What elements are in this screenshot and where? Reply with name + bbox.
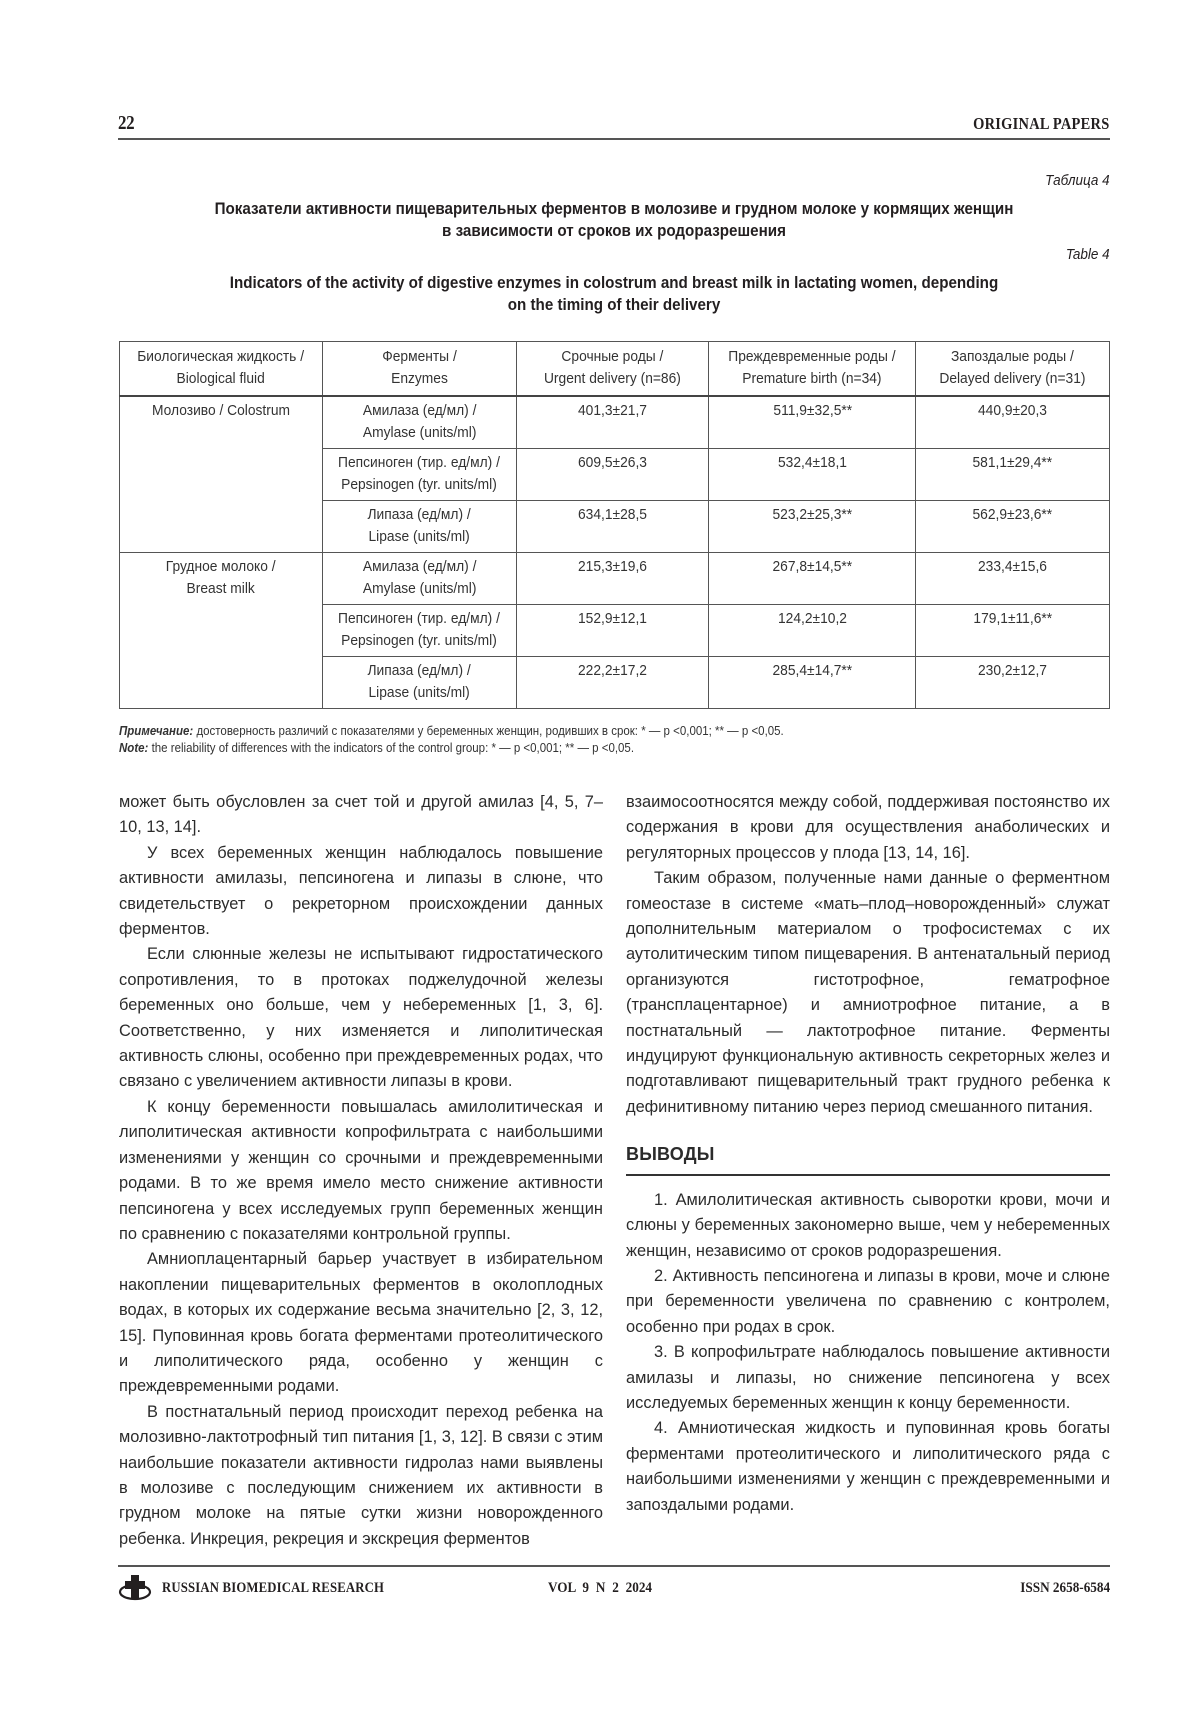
header-premature-birth: Преждевременные роды / Premature birth (n=34) [709,342,916,397]
header-biological-fluid: Биологическая жидкость / Biological fluid [120,342,323,397]
running-footer [118,1565,1110,1607]
conclusion-item: 2. Активность пепсиногена и липазы в крови, моче и слюне при беременности увеличена по сравнению с контролем, особенно при родах в срок. [626,1266,1110,1336]
value-delayed: 230,2±12,7 [916,657,1110,709]
enzyme-cell: Пепсиноген (тир. ед/мл) / Pepsinogen (tyr. units/ml) [323,449,517,501]
value-delayed: 440,9±20,3 [916,396,1110,449]
table-title-ru [158,198,1071,242]
paragraph: В постнатальный период происходит переход ребенка на молозивно-лактотрофный тип питания [1, 3, 12]. В связи с этим наибольшие показатели активности гидролаз нами выявлены в молозиве с последующим снижением их активности в грудном молоке на пятые сутки жизни новорожденного ребенка. Инкреция, рекреция и экскреция ферментов [119,1402,603,1548]
value-urgent: 634,1±28,5 [516,501,709,553]
value-urgent: 401,3±21,7 [516,396,709,449]
value-urgent: 609,5±26,3 [516,449,709,501]
value-delayed: 581,1±29,4** [916,449,1110,501]
value-urgent: 152,9±12,1 [516,605,709,657]
value-premature: 124,2±10,2 [709,605,916,657]
fluid-colostrum: Молозиво / Colostrum [120,396,323,553]
paragraph: может быть обусловлен за счет той и другой амилаз [4, 5, 7–10, 13, 14]. [119,793,603,837]
conclusion-item: 3. В копрофильтрате наблюдалось повышение активности амилазы и липазы, но снижение пепсиногена у всех исследуемых беременных женщин к концу беременности. [626,1343,1110,1412]
fluid-breast-milk: Грудное молоко / Breast milk [120,553,323,709]
table-title-en [158,272,1071,316]
enzyme-cell: Липаза (ед/мл) / Lipase (units/ml) [323,501,517,553]
enzyme-cell: Амилаза (ед/мл) / Amylase (units/ml) [323,396,517,449]
paragraph: У всех беременных женщин наблюдалось повышение активности амилазы, пепсиногена и липазы в слюне, что свидетельствует о рекреторном происхождении данных ферментов. [119,843,603,939]
table-header-row [120,342,1110,397]
value-delayed: 233,4±15,6 [916,553,1110,605]
enzyme-cell: Липаза (ед/мл) / Lipase (units/ml) [323,657,517,709]
value-delayed: 179,1±11,6** [916,605,1110,657]
note-en: Note: the reliability of differences with the indicators of the control group: * — p <0,001; ** — p <0,05. [119,741,635,755]
header-urgent-delivery: Срочные роды / Urgent delivery (n=86) [516,342,709,397]
value-premature: 523,2±25,3** [709,501,916,553]
value-premature: 267,8±14,5** [709,553,916,605]
table-row [120,553,1110,605]
section-name: ORIGINAL PAPERS [973,114,1110,133]
journal-name: RUSSIAN BIOMEDICAL RESEARCH [162,1580,385,1596]
paragraph: Таким образом, полученные нами данные о ферментном гомеостазе в системе «мать–плод–новорожденный» служат дополнительным материалом о трофосистемах с их аутолитическим типом пищеварения. В антенатальный период организуются гистотрофное, гематрофное (трансплацентарное) и амниотрофное питание, а в постнатальный — лактотрофное питание. Ферменты индуцируют функциональную активность секреторных желез и подготавливают пищеварительный тракт грудного ребенка к дефинитивному питанию через период смешанного питания. [626,869,1110,1116]
enzyme-cell: Пепсиноген (тир. ед/мл) / Pepsinogen (tyr. units/ml) [323,605,517,657]
conclusion-item: 1. Амилолитическая активность сыворотки крови, мочи и слюны у беременных закономерно выше, чем у небеременных женщин, независимо от сроков родоразрешения. [626,1190,1110,1260]
page-number: 22 [118,112,135,134]
paragraph: взаимосоотносятся между собой, поддерживая постоянство их содержания в крови для осуществления анаболических и регуляторных процессов у плода [13, 14, 16]. [626,793,1110,862]
volume-issue: VOL 9 N 2 2024 [548,1580,653,1596]
value-urgent: 215,3±19,6 [516,553,709,605]
value-urgent: 222,2±17,2 [516,657,709,709]
body-column-left [119,790,603,1552]
enzyme-activity-table [119,341,1110,709]
paragraph: Амниоплацентарный барьер участвует в избирательном накоплении пищеварительных ферментов в околоплодных водах, в которых их содержание весьма значительно [2, 3, 12, 15]. Пуповинная кровь богата ферментами протеолитического и липолитического ряда, особенно у женщин с преждевременными родами. [119,1250,603,1396]
paragraph: Если слюнные железы не испытывают гидростатического сопротивления, то в протоках поджелудочной железы беременных оно больше, чем у небеременных [1, 3, 6]. Соответственно, у них изменяется и липолитическая активность слюны, особенно при преждевременных родах, что связано с увеличением активности липазы в крови. [119,945,603,1091]
body-column-right [626,790,1110,1518]
value-premature: 285,4±14,7** [709,657,916,709]
issn: ISSN 2658-6584 [1020,1580,1110,1596]
table-notes [119,723,842,757]
conclusions-list [626,1188,1110,1518]
journal-cross-logo-icon [118,1573,152,1603]
header-delayed-delivery: Запоздалые роды / Delayed delivery (n=31) [916,342,1110,397]
table-title-ru-line2: в зависимости от сроков их родоразрешения [442,222,786,240]
value-premature: 532,4±18,1 [709,449,916,501]
table-title-en-line2: on the timing of their delivery [507,296,721,314]
enzyme-cell: Амилаза (ед/мл) / Amylase (units/ml) [323,553,517,605]
value-premature: 511,9±32,5** [709,396,916,449]
conclusion-item: 4. Амниотическая жидкость и пуповинная кровь богаты ферментами протеолитического и липолитического ряда с наибольшими изменениями у женщин с преждевременными и запоздалыми родами. [626,1419,1110,1514]
value-delayed: 562,9±23,6** [916,501,1110,553]
header-enzymes: Ферменты / Enzymes [323,342,517,397]
table-title-en-line1: Indicators of the activity of digestive enzymes in colostrum and breast milk in lactating women, depending [229,274,999,292]
table-label-ru: Таблица 4 [1045,172,1110,189]
table-row [120,396,1110,449]
table-label-en: Table 4 [1066,246,1110,263]
paragraph: К концу беременности повышалась амилолитическая и липолитическая активности копрофильтрата с наибольшими изменениями у женщин со срочными и преждевременными родами. В то же время имело место снижение активности пепсиногена у всех исследуемых групп беременных женщин по сравнению с показателями контрольной группы. [119,1097,603,1243]
table-title-ru-line1: Показатели активности пищеварительных ферментов в молозиве и грудном молоке у кормящих женщин [214,200,1014,218]
note-ru: Примечание: достоверность различий с показателями у беременных женщин, родивших в срок: * — p <0,001; ** — p <0,05. [119,724,784,738]
running-header [118,108,1110,140]
conclusions-heading: ВЫВОДЫ [626,1142,1110,1175]
